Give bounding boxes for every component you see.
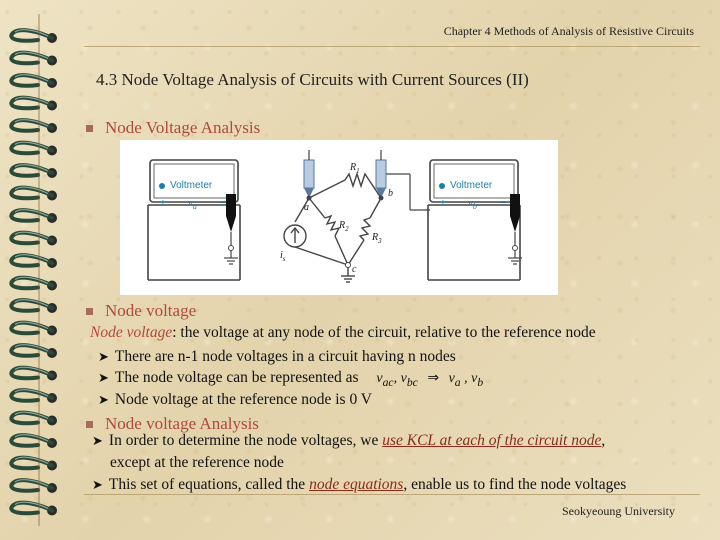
- list-item: [98, 369, 483, 389]
- meter-right-label: Voltmeter: [450, 180, 493, 191]
- footer-divider: [84, 494, 700, 495]
- arrow-bullet-icon: ➤: [98, 393, 109, 408]
- meter-left-knob: [159, 183, 165, 189]
- node-c-label: c: [352, 264, 357, 275]
- page-edge: [38, 14, 40, 526]
- definition-text: : the voltage at any node of the circuit, relative to the reference node: [172, 324, 596, 341]
- r3-label: R: [372, 232, 379, 243]
- svg-text:R3: [371, 232, 382, 245]
- node-voltage-expression: $v_{ac}$, $v_{bc}$ ⇒ $v_a$ , $v_b$: [376, 370, 484, 389]
- section-label: Node voltage Analysis: [105, 414, 259, 433]
- voltmeter-right: [309, 150, 522, 280]
- meter-left-minus: −: [220, 198, 226, 209]
- list-item: [92, 476, 626, 494]
- square-bullet-icon: [86, 125, 93, 132]
- list-item-text: The node voltage can be represented as: [114, 369, 359, 386]
- list-item-text: In order to determine the node voltages, we: [108, 432, 383, 449]
- r3-sub: 3: [378, 237, 382, 245]
- node-a-label: a: [304, 202, 309, 213]
- arrow-bullet-icon: ➤: [92, 478, 103, 493]
- highlight-text: node equations: [309, 476, 404, 493]
- meter-left-label: Voltmeter: [170, 180, 213, 191]
- list-item-text: Node voltage at the reference node is 0 V: [114, 391, 372, 408]
- circuit-diagram: [120, 140, 558, 295]
- meter-left-plus: +: [160, 198, 166, 209]
- meter-left-var: v: [188, 197, 193, 209]
- list-item-text: There are n-1 node voltages in a circuit having n nodes: [114, 348, 456, 365]
- list-item-text: This set of equations, called the: [108, 476, 310, 493]
- meter-left-sub: a: [192, 202, 197, 211]
- list-item-text-end: ,: [601, 432, 606, 449]
- source-sub: s: [282, 255, 286, 263]
- svg-text:R1: [349, 162, 360, 175]
- r1-sub: 1: [356, 167, 360, 175]
- list-item: [98, 391, 372, 409]
- section-label: Node Voltage Analysis: [105, 118, 261, 137]
- svg-text:va: [188, 197, 197, 211]
- list-item-text-end: , enable us to find the node voltages: [403, 476, 627, 493]
- list-item-continuation: except at the reference node: [110, 454, 284, 471]
- chapter-header: Chapter 4 Methods of Analysis of Resistive Circuits: [443, 24, 694, 38]
- r1-label: R: [350, 162, 357, 173]
- r2-sub: 2: [345, 225, 349, 233]
- square-bullet-icon: [86, 308, 93, 315]
- footer-university: Seokyeoung University: [562, 504, 675, 518]
- bullet-node-voltage-analysis: [86, 118, 260, 138]
- r2-label: R: [339, 220, 346, 231]
- slide-title: 4.3 Node Voltage Analysis of Circuits with Current Sources (II): [96, 70, 529, 89]
- square-bullet-icon: [86, 421, 93, 428]
- list-item: [98, 348, 456, 366]
- list-item: [92, 432, 605, 450]
- section-label: Node voltage: [105, 301, 197, 320]
- spiral-binding-icon: [0, 0, 70, 540]
- definition-line: [90, 324, 596, 342]
- meter-right-plus: +: [440, 198, 446, 209]
- arrow-bullet-icon: ➤: [98, 371, 109, 386]
- node-b-label: b: [388, 188, 393, 199]
- meter-right-sub: b: [472, 202, 477, 211]
- svg-text:is: [280, 250, 286, 263]
- arrow-bullet-icon: ➤: [98, 350, 109, 365]
- circuit-network: [284, 174, 381, 282]
- voltmeter-left: [148, 160, 240, 280]
- meter-right-var: v: [468, 197, 473, 209]
- meter-right-minus: −: [500, 198, 506, 209]
- bullet-node-voltage: [86, 301, 196, 321]
- definition-term: Node voltage: [90, 324, 173, 341]
- bullet-node-voltage-analysis-2: [86, 414, 259, 434]
- source-label: i: [280, 250, 283, 261]
- arrow-bullet-icon: ➤: [92, 434, 103, 449]
- svg-text:R2: [338, 220, 349, 233]
- header-divider: [84, 46, 700, 47]
- meter-right-knob: [439, 183, 445, 189]
- svg-text:vb: [468, 197, 477, 211]
- highlight-text: use KCL at each of the circuit node: [382, 432, 602, 449]
